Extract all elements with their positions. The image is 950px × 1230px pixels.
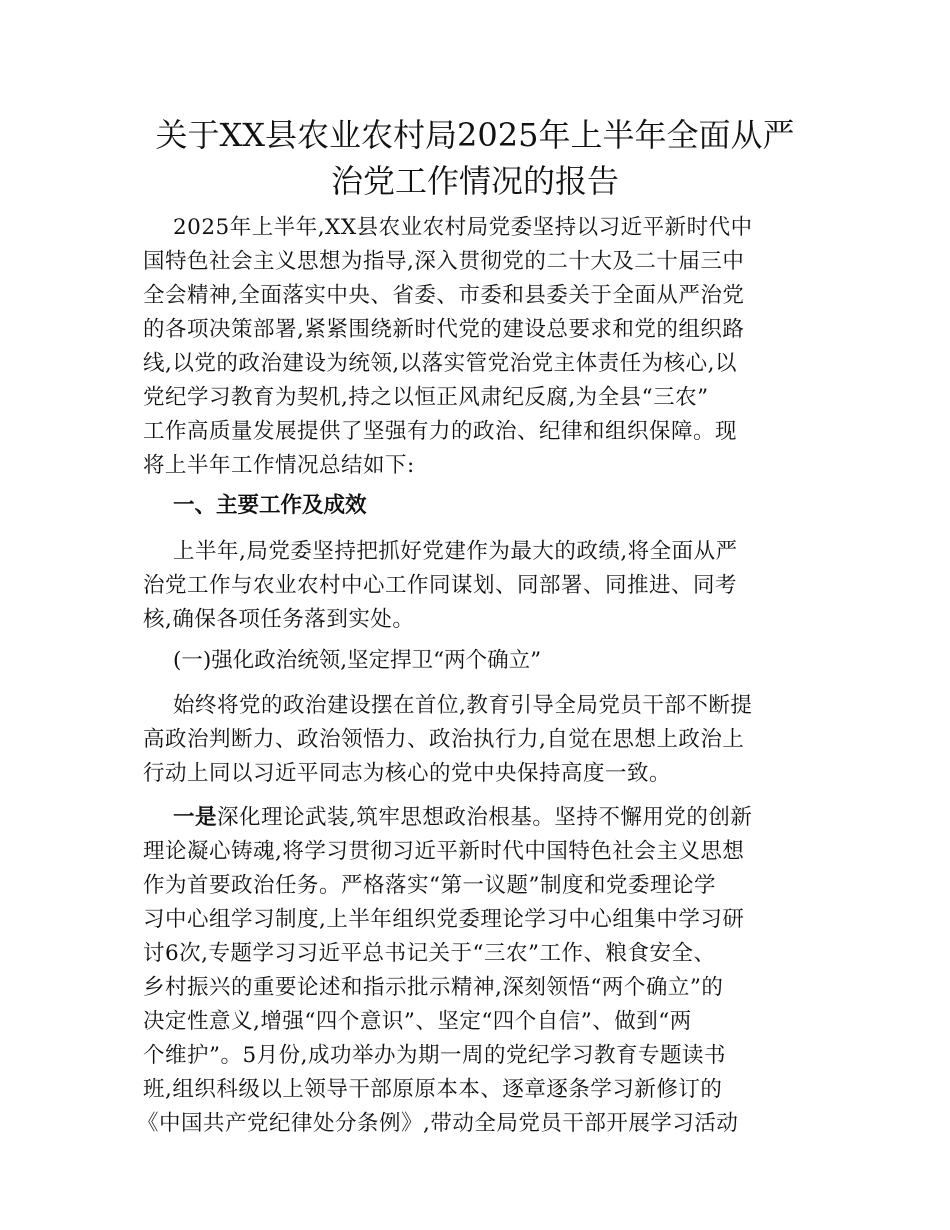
subsection-1-line-2: 高政治判断力、政治领悟力、政治执行力,自觉在思想上政治上 [143,727,745,752]
intro-line-8: 将上半年工作情况总结如下: [143,453,415,478]
point-1-line-4: 习中心组学习制度,上半年组织党委理论学习中心组集中学习研 [143,907,745,932]
point-1-line-6: 乡村振兴的重要论述和指示批示精神,深刻领悟“两个确立”的 [143,975,724,1000]
point-1-line-10: 《中国共产党纪律处分条例》,带动全局党员干部开展学习活动 [137,1111,739,1136]
intro-line-2: 国特色社会主义思想为指导,深入贯彻党的二十大及二十届三中 [143,249,745,274]
point-1-line-2: 理论凝心铸魂,将学习贯彻习近平新时代中国特色社会主义思想 [143,839,745,864]
section-1-line-3: 核,确保各项任务落到实处。 [143,607,415,632]
intro-line-4: 的各项决策部署,紧紧围绕新时代党的建设总要求和党的组织路 [143,317,745,342]
intro-line-7: 工作高质量发展提供了坚强有力的政治、纪律和组织保障。现 [143,419,738,444]
point-1-line-9: 班,组织科级以上领导干部原原本本、逐章逐条学习新修订的 [143,1077,723,1102]
point-1-line-8: 个维护”。5月份,成功举办为期一周的党纪学习教育专题读书 [143,1043,727,1068]
section-1-line-1: 上半年,局党委坚持把抓好党建作为最大的政绩,将全面从严 [173,539,738,564]
point-1-line-3: 作为首要政治任务。严格落实“第一议题”制度和党委理论学 [143,873,716,898]
document-title-line-1: 关于XX县农业农村局2025年上半年全面从严 [155,116,795,154]
section-1-line-2: 治党工作与农业农村中心工作同谋划、同部署、同推进、同考 [143,573,738,598]
intro-line-1: 2025年上半年,XX县农业农村局党委坚持以习近平新时代中 [173,215,753,240]
subsection-1-heading: (一)强化政治统领,坚定捍卫“两个确立” [173,648,542,673]
point-1-lead: 一是 [173,805,218,830]
point-1-line-7: 决定性意义,增强“四个意识”、坚定“四个自信”、做到“两 [143,1009,692,1034]
subsection-1-line-3: 行动上同以习近平同志为核心的党中央保持高度一致。 [143,761,672,786]
section-1-heading: 一、主要工作及成效 [173,493,367,518]
subsection-1-line-1: 始终将党的政治建设摆在首位,教育引导全局党员干部不断提 [173,693,753,718]
point-1-line-1 [173,802,813,834]
document-title-line-2: 治党工作情况的报告 [330,162,619,200]
intro-line-3: 全会精神,全面落实中央、省委、市委和县委关于全面从严治党 [143,283,745,308]
intro-line-6: 党纪学习教育为契机,持之以恒正风肃纪反腐,为全县“三农” [143,385,709,410]
point-1-first-rest: 深化理论武装,筑牢思想政治根基。坚持不懈用党的创新 [217,805,753,830]
intro-line-5: 线,以党的政治建设为统领,以落实管党治党主体责任为核心,以 [143,351,738,376]
point-1-line-5: 讨6次,专题学习习近平总书记关于“三农”工作、粮食安全、 [143,941,716,966]
